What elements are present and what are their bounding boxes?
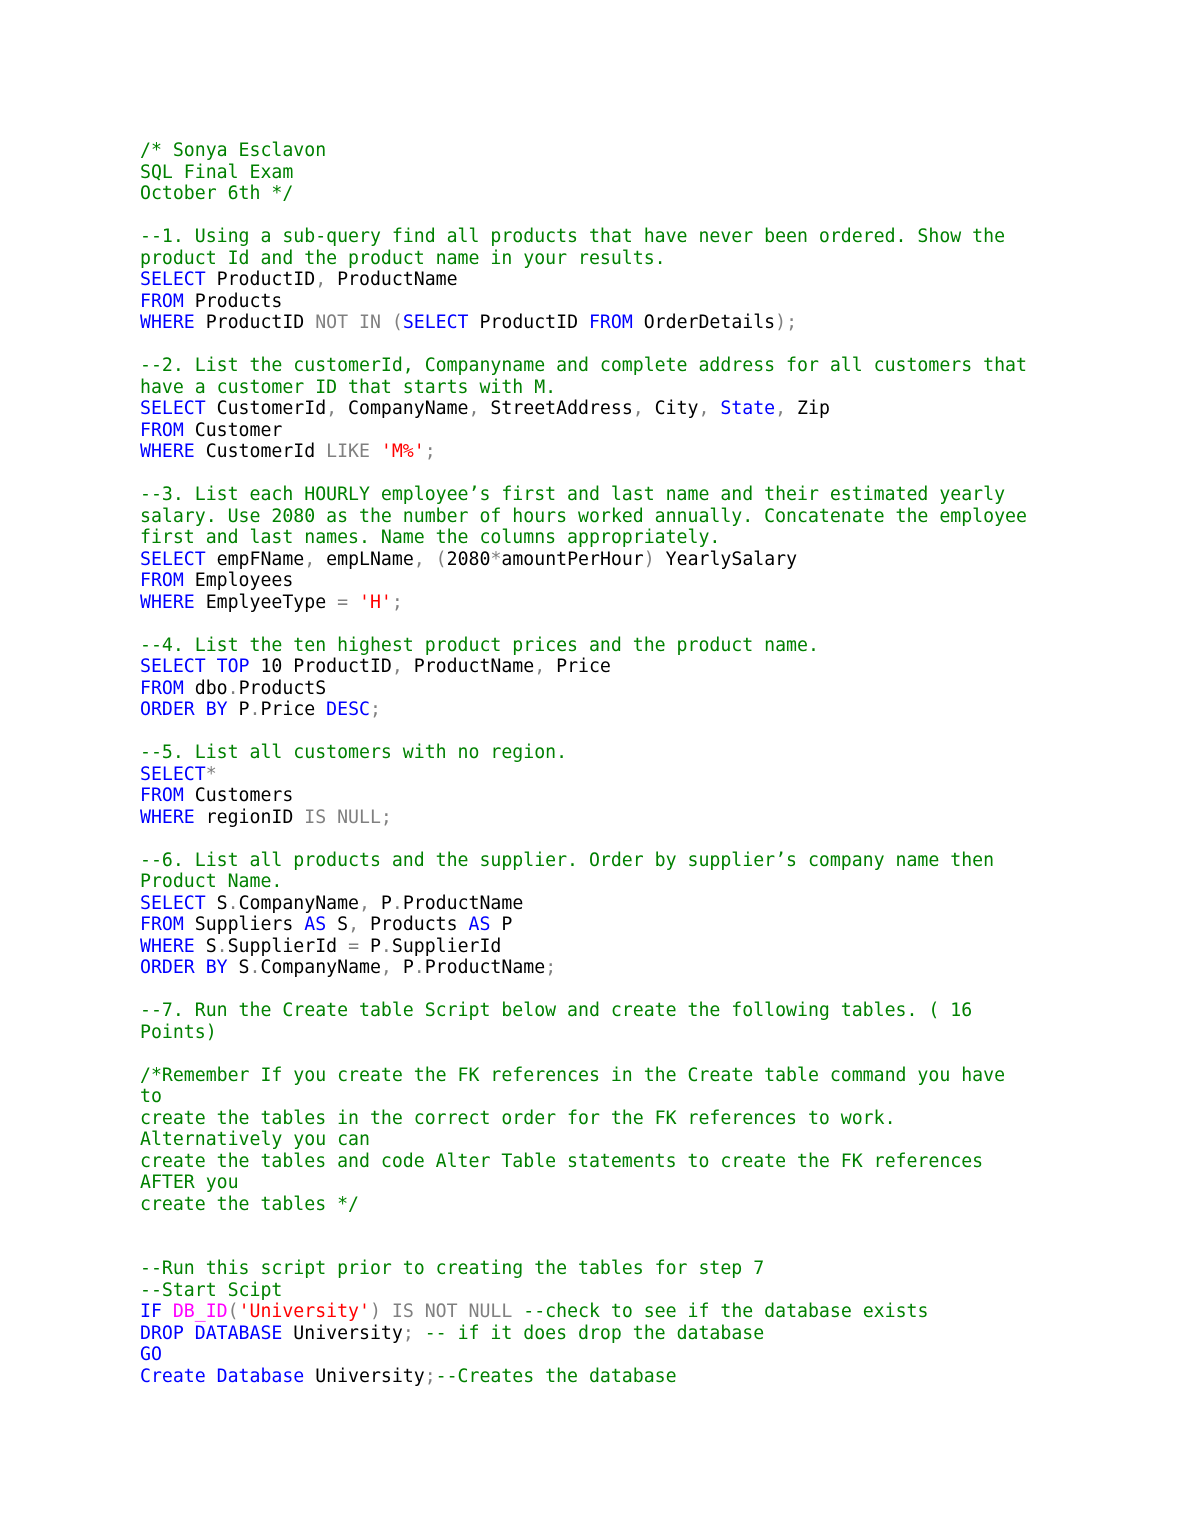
code-line xyxy=(140,1108,1060,1130)
code-line xyxy=(140,527,1060,549)
identifier-text: CompanyName xyxy=(238,892,360,914)
sql-keyword: SELECT TOP xyxy=(140,656,250,677)
identifier-text: CustomerId xyxy=(194,441,327,462)
blank-line xyxy=(140,334,1060,356)
sql-operator: ; xyxy=(424,1365,436,1387)
blank-line xyxy=(140,463,1060,485)
comment-text: --6. List all products and the supplier. Order by supplier’s company name then xyxy=(140,849,995,871)
identifier-text: P xyxy=(490,914,513,935)
sql-operator: , xyxy=(468,398,480,419)
identifier-text: City xyxy=(643,398,699,419)
code-line xyxy=(140,355,1060,377)
identifier-text: Suppliers xyxy=(183,914,305,935)
sql-keyword: SELECT xyxy=(140,398,206,419)
identifier-text: ProductName xyxy=(326,269,458,290)
blank-line xyxy=(140,979,1060,1001)
blank-line xyxy=(140,1043,1060,1065)
comment-text: have a customer ID that starts with M. xyxy=(140,376,557,398)
sql-operator: , xyxy=(348,914,360,935)
sql-operator: ; xyxy=(402,1322,425,1344)
code-line xyxy=(140,807,1060,829)
sql-keyword: ORDER BY xyxy=(140,699,228,720)
sql-keyword: FROM xyxy=(588,312,633,333)
sql-keyword: SELECT xyxy=(140,548,206,570)
identifier-text: regionID xyxy=(194,806,305,828)
comment-text: --Creates the database xyxy=(435,1365,677,1387)
sql-keyword: Create Database xyxy=(140,1365,305,1387)
identifier-text: S xyxy=(205,892,228,914)
identifier-text: P xyxy=(359,935,381,957)
blank-line xyxy=(140,828,1060,850)
code-line xyxy=(140,1194,1060,1216)
sql-keyword: WHERE xyxy=(140,935,195,957)
code-line xyxy=(140,269,1060,291)
sql-operator: . xyxy=(227,677,239,699)
code-line xyxy=(140,1022,1060,1044)
blank-line xyxy=(140,721,1060,743)
sql-keyword: SELECT xyxy=(140,763,206,785)
comment-text: --3. List each HOURLY employee’s first and last name and their estimated yearly xyxy=(140,484,1006,505)
blank-line xyxy=(140,1237,1060,1259)
blank-line xyxy=(140,205,1060,227)
identifier-text: CompanyName xyxy=(337,398,469,419)
code-line xyxy=(140,764,1060,786)
sql-keyword: WHERE xyxy=(140,806,195,828)
comment-text: --Run this script prior to creating the tables for step 7 xyxy=(140,1258,765,1279)
code-line xyxy=(140,678,1060,700)
sql-keyword: SELECT xyxy=(402,312,469,333)
code-line xyxy=(140,1086,1060,1108)
sql-keyword: DROP DATABASE xyxy=(140,1322,283,1344)
comment-text: to xyxy=(140,1086,162,1107)
comment-text: /*Remember If you create the FK references in the Create table command you have xyxy=(140,1064,1006,1086)
sql-keyword: IF xyxy=(140,1301,173,1322)
code-line xyxy=(140,1129,1060,1151)
identifier-text: Price xyxy=(545,656,611,677)
code-line xyxy=(140,1000,1060,1022)
comment-text: --4. List the ten highest product prices and the product name. xyxy=(140,634,819,656)
comment-text: --5. List all customers with no region. xyxy=(140,742,568,763)
sql-operator: ; xyxy=(545,957,557,978)
identifier-text: Customer xyxy=(183,419,283,441)
sql-keyword: WHERE xyxy=(140,591,195,613)
code-line xyxy=(140,1344,1060,1366)
sql-operator: . xyxy=(227,892,239,914)
identifier-text: CustomerId xyxy=(205,398,327,419)
string-literal: 'H' xyxy=(359,591,392,613)
sql-operator: , xyxy=(534,656,546,677)
code-line xyxy=(140,312,1060,334)
comment-text: -- if it does drop the database xyxy=(424,1322,765,1344)
sql-operator: . xyxy=(216,935,228,957)
sql-keyword: WHERE xyxy=(140,312,195,333)
code-line xyxy=(140,162,1060,184)
code-line xyxy=(140,484,1060,506)
sql-operator: = xyxy=(337,591,360,613)
sql-operator: , xyxy=(632,398,644,419)
sql-keyword: SELECT xyxy=(140,892,206,914)
identifier-text: ProductID xyxy=(194,312,316,333)
sql-keyword: SELECT xyxy=(140,269,206,290)
sql-keyword: WHERE xyxy=(140,441,195,462)
identifier-text: P xyxy=(369,892,392,914)
code-line xyxy=(140,893,1060,915)
sql-operator: ; xyxy=(369,699,381,720)
sql-operator: , xyxy=(775,398,787,419)
identifier-text: ProductS xyxy=(238,677,327,699)
code-line xyxy=(140,441,1060,463)
comment-text: --2. List the customerId, Companyname and complete address for all customers that xyxy=(140,355,1027,376)
identifier-text: 2080 xyxy=(446,548,491,570)
comment-text: AFTER you xyxy=(140,1172,239,1193)
code-line xyxy=(140,140,1060,162)
blank-line xyxy=(140,1215,1060,1237)
sql-operator: . xyxy=(413,957,425,978)
identifier-text: empLName xyxy=(315,548,414,570)
code-line xyxy=(140,936,1060,958)
comment-text: create the tables and code Alter Table statements to create the FK references xyxy=(140,1150,984,1172)
function-name: DB_ID xyxy=(172,1301,228,1322)
comment-text: salary. Use 2080 as the number of hours worked annually. Concatenate the employee xyxy=(140,505,1027,527)
comment-text: first and last names. Name the columns appropriately. xyxy=(140,527,721,548)
sql-operator: . xyxy=(380,935,392,957)
sql-operator: . xyxy=(249,957,261,978)
identifier-text: University xyxy=(304,1365,425,1387)
identifier-text: SupplierId xyxy=(227,935,349,957)
sql-operator: , xyxy=(698,398,710,419)
sql-keyword: FROM xyxy=(140,785,184,806)
sql-keyword: AS xyxy=(468,914,491,935)
sql-operator: ( xyxy=(227,1301,239,1322)
sql-keyword: FROM xyxy=(140,914,184,935)
sql-keyword: ORDER BY xyxy=(140,957,228,978)
code-line xyxy=(140,226,1060,248)
identifier-text: StreetAddress xyxy=(479,398,633,419)
code-line xyxy=(140,1366,1060,1388)
sql-operator: , xyxy=(304,548,316,570)
identifier-text: P xyxy=(227,699,250,720)
code-line xyxy=(140,183,1060,205)
comment-text: product Id and the product name in your results. xyxy=(140,247,666,269)
code-line xyxy=(140,871,1060,893)
blank-line xyxy=(140,613,1060,635)
identifier-text: ProductName xyxy=(402,892,524,914)
sql-operator: , xyxy=(380,957,392,978)
identifier-text: S xyxy=(194,935,217,957)
code-line xyxy=(140,1280,1060,1302)
code-line xyxy=(140,1065,1060,1087)
code-line xyxy=(140,1323,1060,1345)
code-line xyxy=(140,420,1060,442)
sql-operator: , xyxy=(359,892,370,914)
identifier-text: CompanyName xyxy=(260,957,381,978)
identifier-text: 10 ProductID xyxy=(249,656,392,677)
sql-keyword: FROM xyxy=(140,677,184,699)
identifier-text: University xyxy=(282,1322,403,1344)
comment-text: create the tables in the correct order for the FK references to work. xyxy=(140,1107,896,1129)
sql-operator: = xyxy=(348,935,360,957)
identifier-text: Price xyxy=(260,699,327,720)
sql-operator: . xyxy=(391,892,403,914)
identifier-text: ProductID xyxy=(205,269,316,290)
sql-operator: , ( xyxy=(413,548,447,570)
comment-text: --check to see if the database exists xyxy=(523,1301,929,1322)
identifier-text: empFName xyxy=(205,548,305,570)
sql-keyword: FROM xyxy=(140,419,184,441)
identifier-text: P xyxy=(391,957,414,978)
sql-operator: ; xyxy=(391,591,403,613)
comment-text: October 6th */ xyxy=(140,183,294,204)
sql-operator: * xyxy=(490,548,502,570)
sql-keyword: FROM xyxy=(140,570,184,591)
code-line xyxy=(140,1258,1060,1280)
identifier-text: EmplyeeType xyxy=(194,591,338,613)
sql-operator: LIKE xyxy=(326,441,381,462)
sql-operator: ) xyxy=(643,548,655,570)
identifier-text: ProductName xyxy=(424,957,546,978)
identifier-text: S xyxy=(326,914,349,935)
sql-operator: , xyxy=(326,398,338,419)
sql-operator: , xyxy=(391,656,403,677)
comment-text: /* Sonya Esclavon xyxy=(140,140,327,161)
sql-operator: * xyxy=(205,763,217,785)
comment-text: --7. Run the Create table Script below and create the following tables. ( 16 xyxy=(140,1000,973,1021)
code-line xyxy=(140,699,1060,721)
code-line xyxy=(140,850,1060,872)
identifier-text: Zip xyxy=(786,398,830,419)
identifier-text: Employees xyxy=(183,570,294,591)
code-line xyxy=(140,377,1060,399)
identifier-text: YearlySalary xyxy=(654,548,798,570)
code-line xyxy=(140,506,1060,528)
string-literal: 'M%' xyxy=(380,441,425,462)
comment-text: --1. Using a sub-query find all products that have never been ordered. Show the xyxy=(140,226,1006,247)
code-line xyxy=(140,570,1060,592)
code-line xyxy=(140,957,1060,979)
identifier-text: SupplierId xyxy=(391,935,502,957)
comment-text: Points) xyxy=(140,1021,217,1043)
code-line xyxy=(140,1172,1060,1194)
code-line xyxy=(140,398,1060,420)
code-line xyxy=(140,742,1060,764)
code-line xyxy=(140,592,1060,614)
code-line xyxy=(140,656,1060,678)
sql-operator: , xyxy=(315,269,327,290)
identifier-text: Products xyxy=(359,914,469,935)
comment-text: SQL Final Exam xyxy=(140,161,294,183)
comment-text: Alternatively you can xyxy=(140,1129,370,1150)
string-literal: 'University' xyxy=(238,1301,370,1322)
sql-operator: ; xyxy=(424,441,436,462)
identifier-text: Products xyxy=(183,290,283,312)
code-line xyxy=(140,1301,1060,1323)
code-line xyxy=(140,635,1060,657)
identifier-text: ProductID xyxy=(468,312,589,333)
identifier-text: amountPerHour xyxy=(501,548,644,570)
sql-keyword: DESC xyxy=(326,699,370,720)
sql-operator: NOT IN ( xyxy=(315,312,403,333)
sql-operator: . xyxy=(249,699,261,720)
identifier-text: dbo xyxy=(183,677,228,699)
code-line xyxy=(140,785,1060,807)
identifier-text: Customers xyxy=(183,785,294,806)
comment-text: --Start Scipt xyxy=(140,1279,283,1301)
comment-text: Product Name. xyxy=(140,871,283,892)
code-line xyxy=(140,291,1060,313)
sql-operator: IS NULL; xyxy=(304,806,392,828)
sql-keyword: State xyxy=(709,398,776,419)
code-line xyxy=(140,248,1060,270)
sql-keyword: GO xyxy=(140,1344,162,1365)
code-line xyxy=(140,914,1060,936)
comment-text: create the tables */ xyxy=(140,1193,359,1215)
sql-keyword: AS xyxy=(304,914,327,935)
identifier-text: S xyxy=(227,957,250,978)
sql-document xyxy=(140,140,1060,1387)
sql-operator: ); xyxy=(775,312,798,333)
identifier-text: ProductName xyxy=(402,656,535,677)
sql-operator: ) IS NOT NULL xyxy=(369,1301,524,1322)
code-line xyxy=(140,549,1060,571)
code-line xyxy=(140,1151,1060,1173)
identifier-text: OrderDetails xyxy=(632,312,776,333)
sql-keyword: FROM xyxy=(140,290,184,312)
